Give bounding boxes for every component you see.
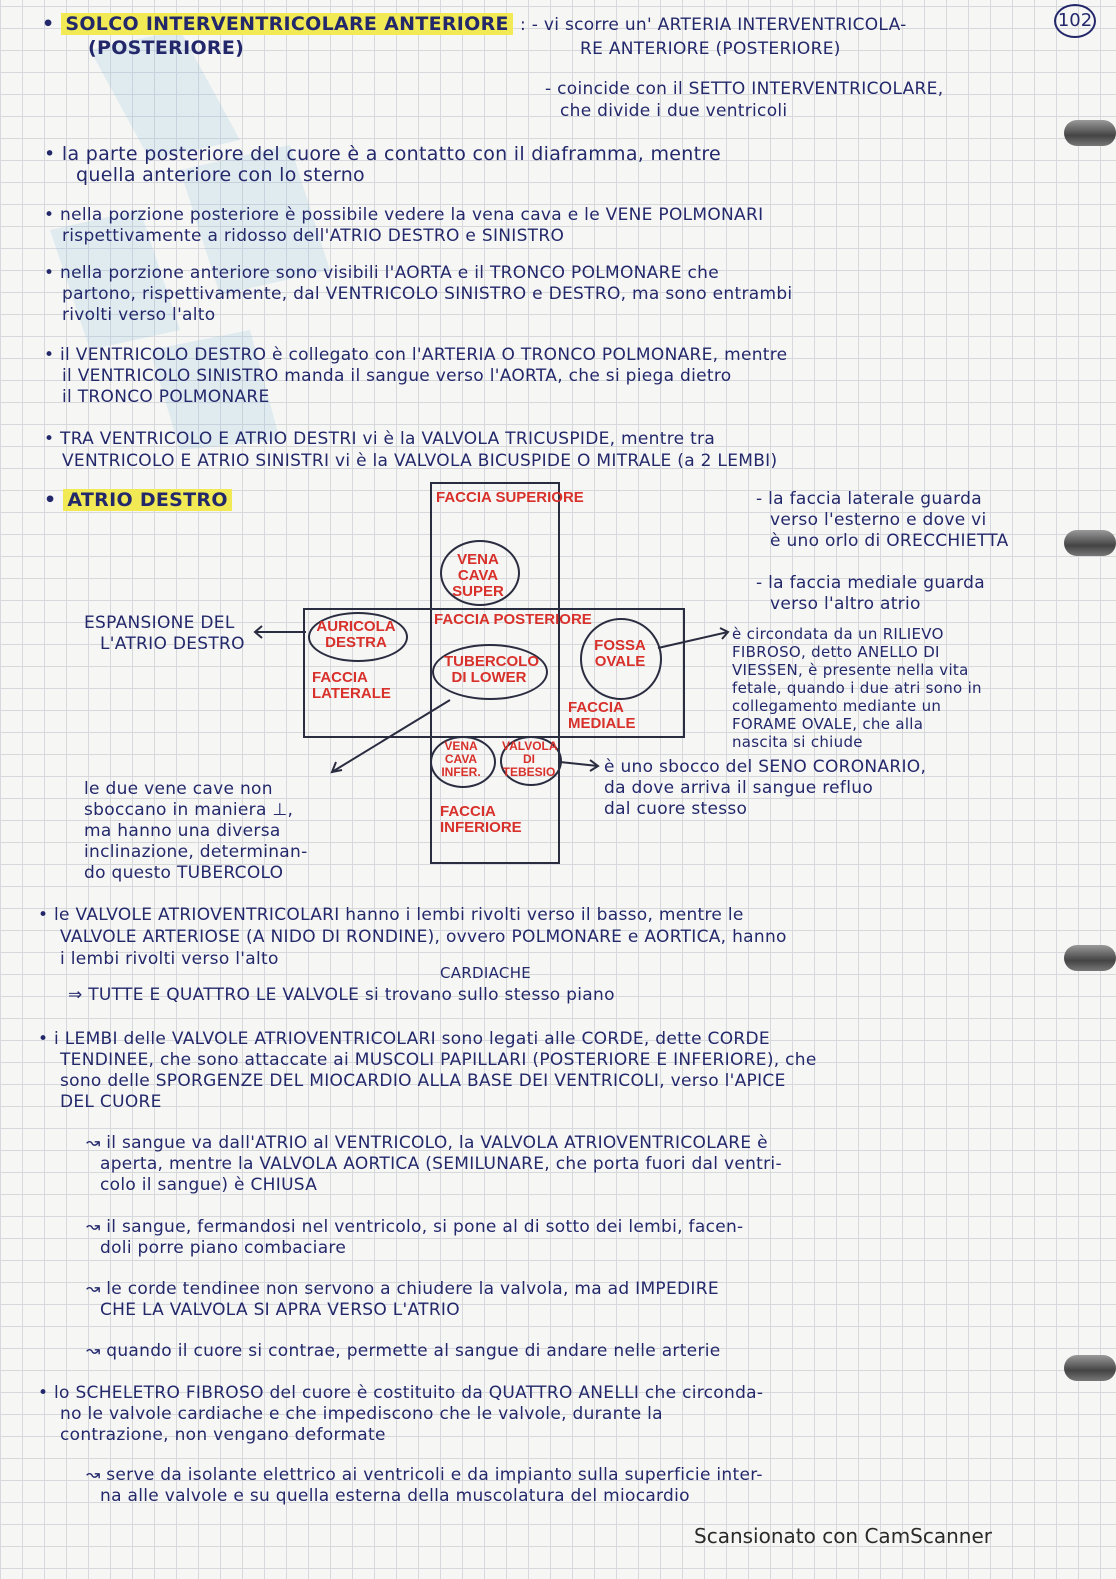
bullet-text: rispettivamente a ridosso dell'ATRIO DESTRO e SINISTRO [62,226,565,246]
espansione-note: ESPANSIONE DEL [84,613,235,633]
atrio-note: verso l'altro atrio [770,594,921,614]
sub-point: ↝ il sangue va dall'ATRIO al VENTRICOLO, la VALVOLA ATRIOVENTRICOLARE è [86,1133,768,1153]
valvole-text: i lembi rivolti verso l'alto [60,949,279,969]
fossa-note: è circondata da un RILIEVO [732,625,944,643]
label-fossa-ovale: FOSSA OVALE [594,637,646,670]
label-vena-cava-infer: VENA CAVA INFER. [441,739,481,779]
tebesio-note: dal cuore stesso [604,799,748,819]
valvole-text: • le VALVOLE ATRIOVENTRICOLARI hanno i lembi rivolti verso il basso, mentre le [38,905,744,925]
lembi-text: sono delle SPORGENZE DEL MIOCARDIO ALLA BASE DEI VENTRICOLI, verso l'APICE [60,1071,786,1091]
bullet-text: quella anteriore con lo sterno [76,164,365,186]
vene-note: le due vene cave non [84,779,273,799]
bullet-text: il VENTRICOLO SINISTRO manda il sangue verso l'AORTA, che si piega dietro [62,366,732,386]
lembi-text: • i LEMBI delle VALVOLE ATRIOVENTRICOLARI sono legati alle CORDE, dette CORDE [38,1029,770,1049]
scheletro-text: contrazione, non vengano deformate [60,1425,386,1445]
label-tubercolo: TUBERCOLO DI LOWER [444,653,539,686]
section-subheading-sulco: (POSTERIORE) [88,37,245,59]
sub-point: CHE LA VALVOLA SI APRA VERSO L'ATRIO [100,1300,460,1320]
bullet-text: • la parte posteriore del cuore è a contatto con il diaframma, mentre [44,143,722,165]
label-vena-cava-super: VENA CAVA SUPER [452,551,504,600]
atrio-note: - la faccia laterale guarda [756,489,982,509]
bullet-text: il TRONCO POLMONARE [62,387,270,407]
bullet-text: • nella porzione anteriore sono visibili l'AORTA e il TRONCO POLMONARE che [44,263,719,283]
scheletro-text: • lo SCHELETRO FIBROSO del cuore è costituito da QUATTRO ANELLI che circonda- [38,1383,764,1403]
sub-point: aperta, mentre la VALVOLA AORTICA (SEMILUNARE, che porta fuori dal ventri- [100,1154,782,1174]
sulco-note: - coincide con il SETTO INTERVENTRICOLARE, [545,79,944,99]
bullet-text: • nella porzione posteriore è possibile vedere la vena cava e le VENE POLMONARI [44,205,764,225]
section-heading-sulco: • SOLCO INTERVENTRICOLARE ANTERIORE [42,14,513,35]
label-faccia-laterale: FACCIA LATERALE [312,669,391,702]
bullet-text: rivolti verso l'alto [62,305,216,325]
sulco-note: che divide i due ventricoli [560,101,788,121]
bullet-text: partono, rispettivamente, dal VENTRICOLO SINISTRO e DESTRO, ma sono entrambi [62,284,793,304]
lembi-text: DEL CUORE [60,1092,162,1112]
page-number: 102 [1054,4,1096,38]
valvole-cardiache: CARDIACHE [440,964,532,982]
label-faccia-superiore: FACCIA SUPERIORE [436,489,584,506]
label-auricola: AURICOLA DESTRA [316,618,396,651]
bullet-text: • TRA VENTRICOLO E ATRIO DESTRI vi è la VALVOLA TRICUSPIDE, mentre tra [44,429,716,449]
atrio-note: è uno orlo di ORECCHIETTA [770,531,1009,551]
fossa-note: FORAME OVALE, che alla [732,715,924,733]
fossa-note: collegamento mediante un [732,697,942,715]
atrio-note: - la faccia mediale guarda [756,573,985,593]
fossa-note: fetale, quando i due atri sono in [732,679,982,697]
label-faccia-mediale: FACCIA MEDIALE [568,699,636,732]
label-valvola-tebesio: VALVOLA DI TEBESIO [502,739,558,779]
scanner-footer: Scansionato con CamScanner [694,1524,992,1548]
sub-point: doli porre piano combaciare [100,1238,347,1258]
sub-point: ↝ quando il cuore si contrae, permette al sangue di andare nelle arterie [86,1341,721,1361]
sulco-note: RE ANTERIORE (POSTERIORE) [580,39,841,59]
section-heading-atrio: • ATRIO DESTRO [44,490,232,511]
lembi-text: TENDINEE, che sono attaccate ai MUSCOLI PAPILLARI (POSTERIORE E INFERIORE), che [60,1050,817,1070]
tebesio-note: è uno sbocco del SENO CORONARIO, [604,757,927,777]
scheletro-sub: ↝ serve da isolante elettrico ai ventricoli e da impianto sulla superficie inter- [86,1465,763,1485]
vene-note: inclinazione, determinan- [84,842,308,862]
vene-note: do questo TUBERCOLO [84,863,284,883]
scheletro-text: no le valvole cardiache e che impediscono che le valvole, durante la [60,1404,663,1424]
atrio-note: verso l'esterno e dove vi [770,510,987,530]
label-faccia-posteriore: FACCIA POSTERIORE [434,611,592,628]
fossa-note: VIESSEN, è presente nella vita [732,661,969,679]
sulco-note: : - vi scorre un' ARTERIA INTERVENTRICOLA- [520,15,907,35]
label-faccia-inferiore: FACCIA INFERIORE [440,803,522,836]
scheletro-sub: na alle valvole e su quella esterna della muscolatura del miocardio [100,1486,690,1506]
sub-point: ↝ le corde tendinee non servono a chiudere la valvola, ma ad IMPEDIRE [86,1279,719,1299]
espansione-note: L'ATRIO DESTRO [100,634,245,654]
vene-note: sboccano in maniera ⊥, [84,800,294,820]
sub-point: colo il sangue) è CHIUSA [100,1175,318,1195]
tebesio-note: da dove arriva il sangue refluo [604,778,874,798]
sub-point: ↝ il sangue, fermandosi nel ventricolo, si pone al di sotto dei lembi, facen- [86,1217,744,1237]
fossa-note: nascita si chiude [732,733,863,751]
valvole-text: VALVOLE ARTERIOSE (A NIDO DI RONDINE), ovvero POLMONARE e AORTICA, hanno [60,927,787,947]
bullet-text: • il VENTRICOLO DESTRO è collegato con l'ARTERIA O TRONCO POLMONARE, mentre [44,345,788,365]
fossa-note: FIBROSO, detto ANELLO DI [732,643,940,661]
valvole-conclusion: ⇒ TUTTE E QUATTRO LE VALVOLE si trovano sullo stesso piano [68,985,615,1005]
bullet-text: VENTRICOLO E ATRIO SINISTRI vi è la VALVOLA BICUSPIDE O MITRALE (a 2 LEMBI) [62,451,778,471]
vene-note: ma hanno una diversa [84,821,281,841]
